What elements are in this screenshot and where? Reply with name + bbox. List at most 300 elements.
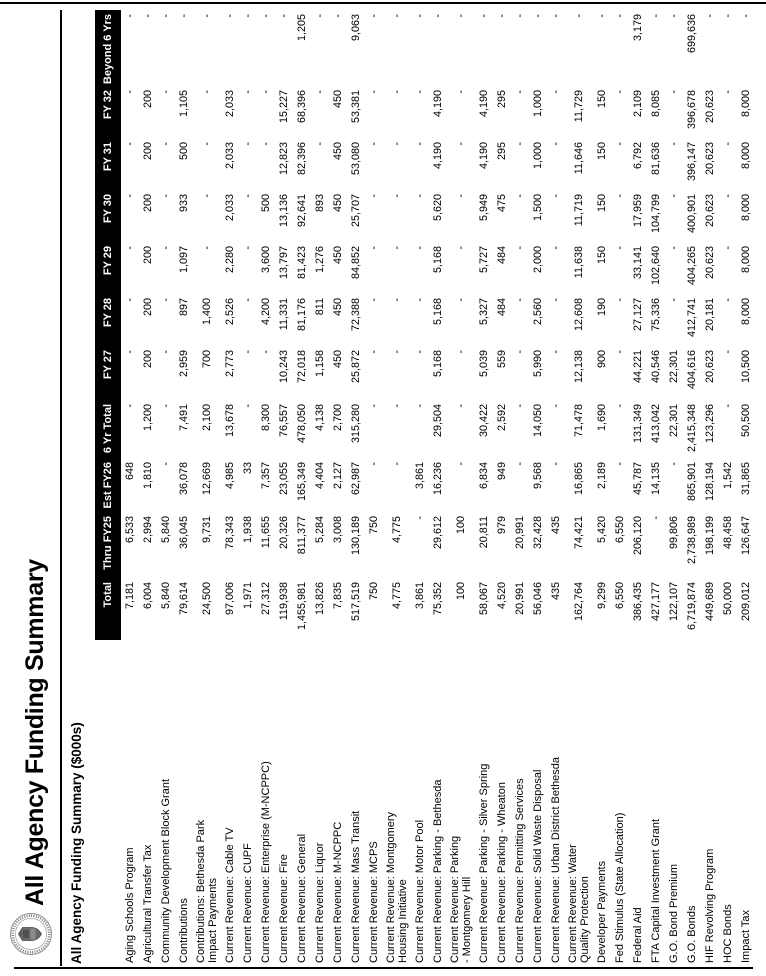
value-cell: 17,959 bbox=[632, 194, 644, 228]
table-row bbox=[311, 10, 329, 966]
table-row bbox=[121, 10, 139, 966]
value-cell: 484 bbox=[496, 298, 508, 317]
value-cell: - bbox=[260, 90, 272, 94]
value-cell: 33,141 bbox=[632, 246, 644, 280]
value-cell: 2,189 bbox=[596, 462, 608, 490]
row-label bbox=[447, 640, 475, 966]
value-cell: - bbox=[414, 142, 426, 146]
value-cell: - bbox=[514, 142, 526, 146]
value-cell: 100 bbox=[455, 582, 467, 601]
value-cell: 2,560 bbox=[532, 298, 544, 326]
row-label-column-header bbox=[95, 640, 121, 966]
value-cell: 517,519 bbox=[350, 582, 362, 622]
value-cell: 5,039 bbox=[478, 350, 490, 378]
value-cell: 1,000 bbox=[532, 142, 544, 170]
value-cell: - bbox=[722, 404, 734, 408]
row-label-line1: HOC Bonds bbox=[721, 904, 734, 963]
value-cell: 11,331 bbox=[278, 298, 290, 331]
value-cell: - bbox=[550, 246, 562, 250]
value-cell: 6,834 bbox=[478, 462, 490, 490]
value-cell: - bbox=[532, 14, 544, 18]
value-cell: - bbox=[496, 14, 508, 18]
value-cell: - bbox=[124, 350, 136, 354]
value-cell: 2,700 bbox=[332, 404, 344, 432]
table-row bbox=[475, 10, 493, 966]
value-cell: - bbox=[596, 14, 608, 18]
column-header-total: Total bbox=[95, 578, 121, 640]
value-cell: 4,775 bbox=[391, 582, 403, 610]
value-cell: 9,299 bbox=[596, 582, 608, 610]
value-cell: 16,865 bbox=[573, 462, 585, 496]
value-cell: 4,985 bbox=[224, 462, 236, 490]
value-cell: - bbox=[242, 142, 254, 146]
row-label bbox=[193, 640, 221, 966]
value-cell: - bbox=[260, 350, 272, 354]
value-cell: 162,764 bbox=[573, 582, 585, 622]
value-cell: - bbox=[740, 14, 752, 18]
value-cell: - bbox=[455, 350, 467, 354]
value-cell: 6,004 bbox=[142, 582, 154, 610]
row-label bbox=[239, 640, 257, 966]
value-cell: 78,343 bbox=[224, 516, 236, 550]
value-cell: 396,678 bbox=[686, 90, 698, 130]
row-label bbox=[365, 640, 383, 966]
value-cell: - bbox=[455, 404, 467, 408]
value-cell: 20,811 bbox=[478, 516, 490, 549]
value-cell: 897 bbox=[178, 298, 190, 317]
table-row bbox=[365, 10, 383, 966]
row-label-line2: - Montgomery Hill bbox=[461, 876, 473, 963]
value-cell: 100 bbox=[455, 516, 467, 535]
value-cell: 2,415,348 bbox=[686, 404, 698, 453]
value-cell: - bbox=[124, 142, 136, 146]
value-cell: 22,301 bbox=[668, 404, 680, 438]
table-row bbox=[293, 10, 311, 966]
value-cell: - bbox=[614, 246, 626, 250]
value-cell: - bbox=[414, 14, 426, 18]
value-cell: - bbox=[614, 14, 626, 18]
value-cell: 22,301 bbox=[668, 350, 680, 384]
value-cell: 81,636 bbox=[650, 142, 662, 176]
row-label bbox=[683, 640, 701, 966]
value-cell: 44,221 bbox=[632, 350, 644, 384]
value-cell: - bbox=[668, 462, 680, 466]
value-cell: 200 bbox=[142, 350, 154, 369]
value-cell: 102,640 bbox=[650, 246, 662, 286]
value-cell: 50,500 bbox=[740, 404, 752, 438]
value-cell: 949 bbox=[496, 462, 508, 481]
table-row bbox=[329, 10, 347, 966]
value-cell: - bbox=[668, 90, 680, 94]
value-cell: 29,612 bbox=[432, 516, 444, 550]
row-label bbox=[293, 640, 311, 966]
value-cell: 700 bbox=[201, 350, 213, 369]
value-cell: 130,189 bbox=[350, 516, 362, 556]
row-label-line1: Current Revenue: M-NCPPC bbox=[331, 821, 344, 963]
value-cell: 1,276 bbox=[314, 246, 326, 274]
table-row bbox=[447, 10, 475, 966]
table-row bbox=[529, 10, 547, 966]
value-cell: - bbox=[368, 350, 380, 354]
value-cell: 62,987 bbox=[350, 462, 362, 496]
value-cell: - bbox=[242, 404, 254, 408]
value-cell: - bbox=[201, 246, 213, 250]
row-label-line1: Current Revenue: Cable TV bbox=[223, 827, 236, 963]
value-cell: 3,008 bbox=[332, 516, 344, 544]
value-cell: 3,861 bbox=[414, 582, 426, 610]
value-cell: 82,396 bbox=[296, 142, 308, 176]
value-cell: 20,991 bbox=[514, 516, 526, 550]
row-label bbox=[737, 640, 755, 966]
value-cell: - bbox=[201, 194, 213, 198]
value-cell: 404,616 bbox=[686, 350, 698, 390]
value-cell: 20,623 bbox=[704, 350, 716, 384]
value-cell: 478,050 bbox=[296, 404, 308, 444]
value-cell: - bbox=[124, 246, 136, 250]
value-cell: 99,806 bbox=[668, 516, 680, 550]
value-cell: - bbox=[722, 14, 734, 18]
value-cell: 4,190 bbox=[432, 142, 444, 170]
value-cell: 10,243 bbox=[278, 350, 290, 384]
value-cell: 36,045 bbox=[178, 516, 190, 550]
row-label-line1: Contributions: Bethesda Park bbox=[194, 819, 207, 963]
value-cell: 8,000 bbox=[740, 298, 752, 326]
value-cell: 72,388 bbox=[350, 298, 362, 332]
value-cell: 295 bbox=[496, 90, 508, 109]
value-cell: - bbox=[142, 14, 154, 18]
value-cell: 84,852 bbox=[350, 246, 362, 280]
value-cell: 2,994 bbox=[142, 516, 154, 544]
value-cell: 5,284 bbox=[314, 516, 326, 544]
value-cell: - bbox=[704, 14, 716, 18]
value-cell: 811,377 bbox=[296, 516, 308, 555]
row-label bbox=[593, 640, 611, 966]
row-label bbox=[157, 640, 175, 966]
row-label bbox=[347, 640, 365, 966]
value-cell: 648 bbox=[124, 462, 136, 481]
value-cell: 1,500 bbox=[532, 194, 544, 222]
value-cell: 933 bbox=[178, 194, 190, 213]
value-cell: - bbox=[650, 516, 662, 520]
value-cell: 475 bbox=[496, 194, 508, 213]
value-cell: 150 bbox=[596, 194, 608, 213]
value-cell: 72,018 bbox=[296, 350, 308, 384]
value-cell: 500 bbox=[178, 142, 190, 161]
value-cell: 128,194 bbox=[704, 462, 716, 502]
table-row bbox=[683, 10, 701, 966]
table-row bbox=[737, 10, 755, 966]
value-cell: 12,608 bbox=[573, 298, 585, 332]
value-cell: 7,491 bbox=[178, 404, 190, 432]
value-cell: - bbox=[722, 194, 734, 198]
value-cell: - bbox=[550, 462, 562, 466]
value-cell: - bbox=[550, 298, 562, 302]
value-cell: - bbox=[414, 350, 426, 354]
row-label bbox=[647, 640, 665, 966]
value-cell: - bbox=[668, 246, 680, 250]
table-row bbox=[275, 10, 293, 966]
row-label bbox=[257, 640, 275, 966]
table-row bbox=[383, 10, 411, 966]
value-cell: 6,719,874 bbox=[686, 582, 698, 631]
value-cell: - bbox=[414, 404, 426, 408]
value-cell: 412,741 bbox=[686, 298, 698, 338]
value-cell: 9,731 bbox=[201, 516, 213, 544]
value-cell: - bbox=[550, 404, 562, 408]
value-cell: 8,000 bbox=[740, 142, 752, 170]
value-cell: - bbox=[368, 90, 380, 94]
value-cell: 4,190 bbox=[432, 90, 444, 118]
column-header-fy-32: FY 32 bbox=[95, 86, 121, 138]
value-cell: - bbox=[455, 90, 467, 94]
value-cell: 750 bbox=[368, 582, 380, 601]
value-cell: 315,280 bbox=[350, 404, 362, 444]
value-cell: - bbox=[514, 246, 526, 250]
value-cell: - bbox=[314, 14, 326, 18]
value-cell: 2,127 bbox=[332, 462, 344, 490]
row-label bbox=[511, 640, 529, 966]
table-row bbox=[221, 10, 239, 966]
value-cell: 559 bbox=[496, 350, 508, 369]
value-cell: 200 bbox=[142, 194, 154, 213]
value-cell: 7,181 bbox=[124, 582, 136, 610]
value-cell: - bbox=[514, 404, 526, 408]
value-cell: - bbox=[201, 14, 213, 18]
value-cell: 4,138 bbox=[314, 404, 326, 432]
table-row bbox=[493, 10, 511, 966]
value-cell: 1,200 bbox=[142, 404, 154, 432]
row-label bbox=[121, 640, 139, 966]
value-cell: 13,826 bbox=[314, 582, 326, 616]
column-header-6-yr-total: 6 Yr Total bbox=[95, 400, 121, 458]
row-label-line1: Current Revenue: Parking bbox=[448, 835, 461, 963]
value-cell: - bbox=[668, 298, 680, 302]
value-cell: 150 bbox=[596, 142, 608, 161]
value-cell: 6,550 bbox=[614, 582, 626, 610]
row-label bbox=[529, 640, 547, 966]
value-cell: 16,236 bbox=[432, 462, 444, 496]
value-cell: 2,592 bbox=[496, 404, 508, 432]
value-cell: - bbox=[124, 404, 136, 408]
value-cell: 25,872 bbox=[350, 350, 362, 384]
value-cell: 131,349 bbox=[632, 404, 644, 444]
value-cell: 20,181 bbox=[704, 298, 716, 332]
value-cell: 45,787 bbox=[632, 462, 644, 496]
table-row bbox=[411, 10, 429, 966]
value-cell: 5,840 bbox=[160, 582, 172, 610]
value-cell: 2,773 bbox=[224, 350, 236, 378]
table-subtitle: All Agency Funding Summary ($000s) bbox=[69, 722, 84, 964]
value-cell: 79,614 bbox=[178, 582, 190, 616]
value-cell: 4,775 bbox=[391, 516, 403, 544]
value-cell: - bbox=[314, 90, 326, 94]
value-cell: 27,127 bbox=[632, 298, 644, 332]
value-cell: 699,636 bbox=[686, 14, 698, 54]
value-cell: 190 bbox=[596, 298, 608, 317]
row-label bbox=[175, 640, 193, 966]
value-cell: 31,865 bbox=[740, 462, 752, 496]
value-cell: 12,138 bbox=[573, 350, 585, 384]
value-cell: 75,352 bbox=[432, 582, 444, 616]
value-cell: - bbox=[550, 194, 562, 198]
value-cell: 29,504 bbox=[432, 404, 444, 438]
value-cell: 126,647 bbox=[740, 516, 752, 556]
value-cell: - bbox=[391, 194, 403, 198]
value-cell: - bbox=[614, 194, 626, 198]
value-cell: 2,738,989 bbox=[686, 516, 698, 565]
column-header-fy-29: FY 29 bbox=[95, 242, 121, 294]
row-label-line1: G.O. Bond Premium bbox=[667, 863, 680, 963]
row-label bbox=[493, 640, 511, 966]
value-cell: 1,105 bbox=[178, 90, 190, 118]
value-cell: - bbox=[550, 350, 562, 354]
value-cell: 2,280 bbox=[224, 246, 236, 274]
column-header-fy-27: FY 27 bbox=[95, 346, 121, 400]
value-cell: 427,177 bbox=[650, 582, 662, 622]
value-cell: 50,000 bbox=[722, 582, 734, 616]
value-cell: 5,840 bbox=[160, 516, 172, 544]
row-label-line1: Fed Stimulus (State Allocation) bbox=[613, 812, 626, 963]
value-cell: - bbox=[368, 194, 380, 198]
value-cell: 6,533 bbox=[124, 516, 136, 544]
value-cell: 435 bbox=[550, 516, 562, 535]
value-cell: - bbox=[573, 14, 585, 18]
value-cell: 7,835 bbox=[332, 582, 344, 610]
value-cell: - bbox=[455, 246, 467, 250]
value-cell: - bbox=[242, 298, 254, 302]
value-cell: 40,546 bbox=[650, 350, 662, 384]
value-cell: 1,690 bbox=[596, 404, 608, 432]
value-cell: - bbox=[414, 516, 426, 520]
value-cell: 435 bbox=[550, 582, 562, 601]
report-title: All Agency Funding Summary bbox=[21, 559, 49, 906]
row-label bbox=[275, 640, 293, 966]
column-header-beyond-6-yrs: Beyond 6 Yrs bbox=[95, 10, 121, 86]
value-cell: 5,949 bbox=[478, 194, 490, 222]
row-label-line1: Current Revenue: Parking - Silver Spring bbox=[477, 763, 490, 963]
montgomery-county-seal-icon bbox=[9, 912, 53, 956]
value-cell: - bbox=[391, 246, 403, 250]
column-header-thru-fy25: Thru FY25 bbox=[95, 512, 121, 578]
value-cell: - bbox=[242, 350, 254, 354]
value-cell: - bbox=[668, 142, 680, 146]
value-cell: - bbox=[455, 298, 467, 302]
value-cell: 81,423 bbox=[296, 246, 308, 280]
value-cell: 450 bbox=[332, 142, 344, 161]
table-row bbox=[701, 10, 719, 966]
value-cell: 450 bbox=[332, 90, 344, 109]
table-row bbox=[139, 10, 157, 966]
value-cell: 3,600 bbox=[260, 246, 272, 274]
value-cell: 7,357 bbox=[260, 462, 272, 490]
row-label-line1: Current Revenue: Parking - Bethesda bbox=[431, 779, 444, 963]
table-row bbox=[175, 10, 193, 966]
value-cell: 1,097 bbox=[178, 246, 190, 274]
value-cell: 900 bbox=[596, 350, 608, 369]
value-cell: 20,326 bbox=[278, 516, 290, 550]
table-header-row bbox=[95, 10, 121, 966]
value-cell: 122,107 bbox=[668, 582, 680, 622]
row-label-line1: G.O. Bonds bbox=[685, 905, 698, 963]
value-cell: 11,655 bbox=[260, 516, 272, 549]
value-cell: - bbox=[550, 14, 562, 18]
value-cell: - bbox=[391, 404, 403, 408]
value-cell: - bbox=[455, 14, 467, 18]
value-cell: 206,120 bbox=[632, 516, 644, 556]
value-cell: - bbox=[414, 298, 426, 302]
value-cell: - bbox=[550, 142, 562, 146]
value-cell: 4,200 bbox=[260, 298, 272, 326]
value-cell: 36,078 bbox=[178, 462, 190, 496]
value-cell: - bbox=[722, 298, 734, 302]
value-cell: 484 bbox=[496, 246, 508, 265]
value-cell: - bbox=[391, 298, 403, 302]
value-cell: - bbox=[278, 14, 290, 18]
value-cell: 8,000 bbox=[740, 90, 752, 118]
value-cell: - bbox=[722, 142, 734, 146]
value-cell: 386,435 bbox=[632, 582, 644, 622]
value-cell: 48,458 bbox=[722, 516, 734, 550]
value-cell: 2,033 bbox=[224, 90, 236, 118]
column-header-fy-28: FY 28 bbox=[95, 294, 121, 346]
value-cell: - bbox=[124, 90, 136, 94]
value-cell: 1,810 bbox=[142, 462, 154, 490]
table-row bbox=[257, 10, 275, 966]
value-cell: 23,055 bbox=[278, 462, 290, 496]
table-row bbox=[157, 10, 175, 966]
value-cell: 8,085 bbox=[650, 90, 662, 118]
value-cell: 2,100 bbox=[201, 404, 213, 432]
value-cell: 4,520 bbox=[496, 582, 508, 610]
value-cell: - bbox=[124, 14, 136, 18]
value-cell: 76,557 bbox=[278, 404, 290, 438]
value-cell: - bbox=[514, 350, 526, 354]
table-row bbox=[193, 10, 221, 966]
value-cell: 198,199 bbox=[704, 516, 716, 556]
value-cell: - bbox=[242, 194, 254, 198]
value-cell: - bbox=[455, 194, 467, 198]
value-cell: 3,861 bbox=[414, 462, 426, 490]
row-label bbox=[411, 640, 429, 966]
column-header-fy-31: FY 31 bbox=[95, 138, 121, 190]
value-cell: 5,420 bbox=[596, 516, 608, 544]
value-cell: 2,526 bbox=[224, 298, 236, 326]
row-label-line2: Quality Protection bbox=[579, 876, 591, 963]
row-label-line1: Agricultural Transfer Tax bbox=[141, 844, 154, 963]
table-row bbox=[629, 10, 647, 966]
value-cell: - bbox=[242, 246, 254, 250]
value-cell: - bbox=[722, 350, 734, 354]
value-cell: - bbox=[614, 142, 626, 146]
value-cell: - bbox=[160, 462, 172, 466]
value-cell: - bbox=[314, 142, 326, 146]
value-cell: 1,205 bbox=[296, 14, 308, 42]
row-label bbox=[629, 640, 647, 966]
value-cell: - bbox=[160, 404, 172, 408]
value-cell: - bbox=[514, 194, 526, 198]
row-label-line1: Current Revenue: MCPS bbox=[367, 841, 380, 963]
value-cell: 200 bbox=[142, 142, 154, 161]
value-cell: - bbox=[414, 194, 426, 198]
row-label-line1: Contributions bbox=[177, 898, 190, 963]
value-cell: 5,168 bbox=[432, 298, 444, 326]
value-cell: - bbox=[368, 298, 380, 302]
value-cell: 450 bbox=[332, 350, 344, 369]
value-cell: 10,500 bbox=[740, 350, 752, 384]
value-cell: - bbox=[391, 350, 403, 354]
value-cell: - bbox=[124, 298, 136, 302]
value-cell: 123,296 bbox=[704, 404, 716, 444]
